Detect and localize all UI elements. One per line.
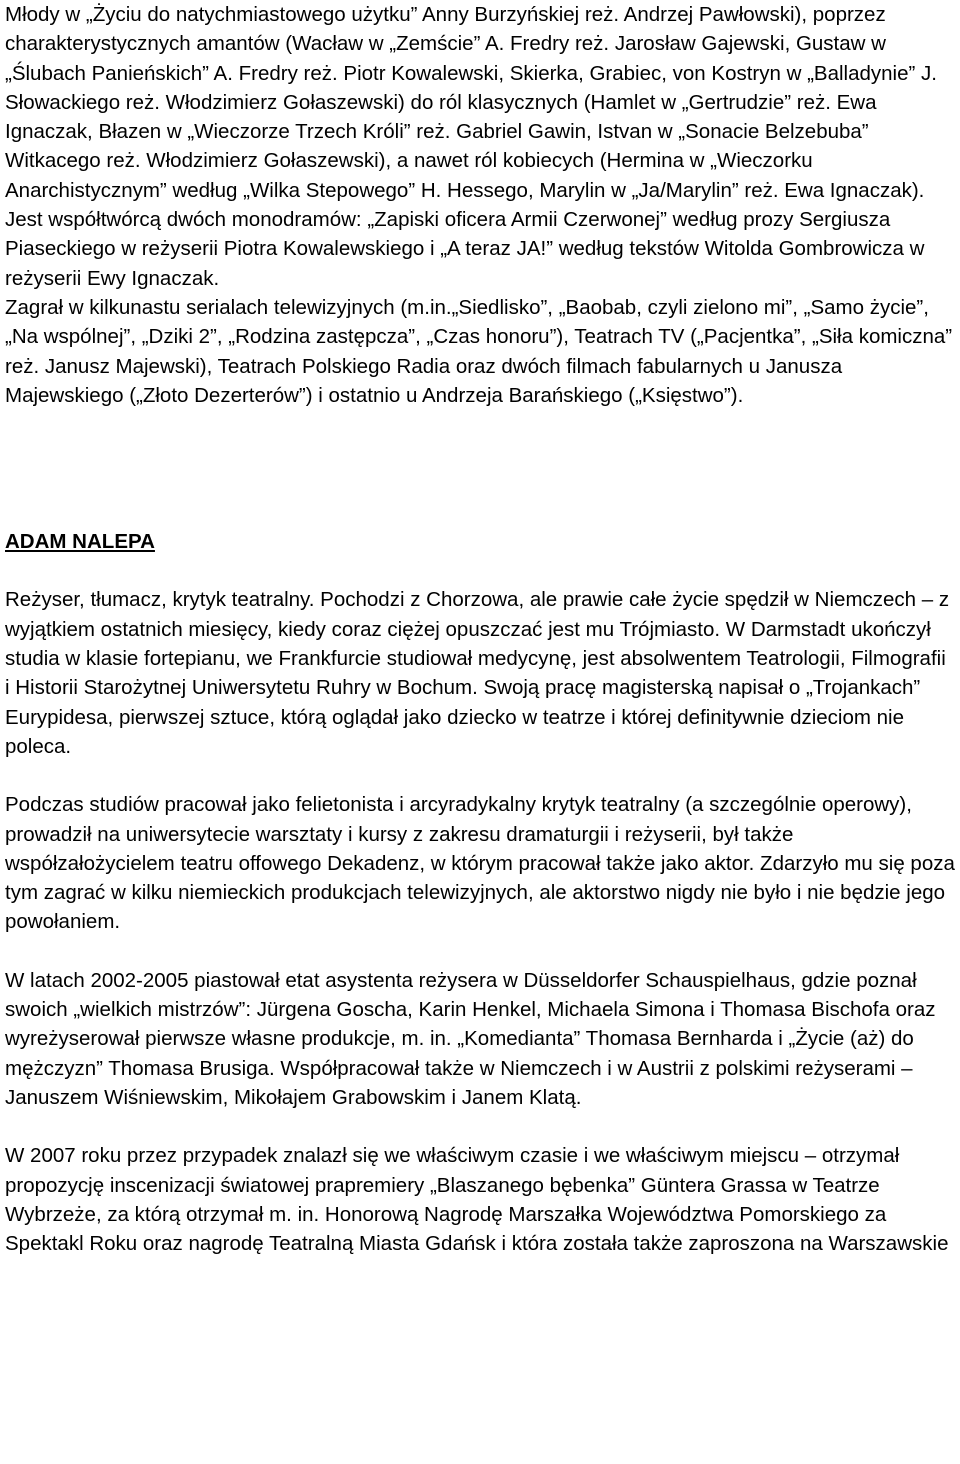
bio-paragraph-1: Reżyser, tłumacz, krytyk teatralny. Pochodzi z Chorzowa, ale prawie całe życie spędził w Niemczech – z wyjątkiem ostatnich miesięcy, kiedy coraz ciężej opuszczać jest mu Trójmiasto. W Darmstadt ukończył studia w klasie fortepianu, we Frankfurcie studiował medycynę, jest absolwentem Teatrologii, Filmografii i Historii Starożytnej Uniwersytetu Ruhry w Bochum. Swoją pracę magisterską napisał o „Trojankach” Eurypidesa, pierwszej sztuce, którą oglądał jako dziecko w teatrze i której definitywnie dzieciom nie poleca. [5, 588, 950, 758]
spacer [5, 410, 955, 527]
intro-paragraph: Młody w „Życiu do natychmiastowego użytku” Anny Burzyńskiej reż. Andrzej Pawłowski), poprzez charakterystycznych amantów (Wacław w „Zemście” A. Fredry reż. Jarosław Gajewski, Gustaw w „Ślubach Panieńskich” A. Fredry reż. Piotr Kowalewski, Skierka, Grabiec, von Kostryn w „Balladynie” J. Słowackiego reż. Włodzimierz Gołaszewski) do ról klasycznych (Hamlet w „Gertrudzie” reż. Ewa Ignaczak, Błazen w „Wieczorze Trzech Króli” reż. Gabriel Gawin, Istvan w „Sonacie Belzebuba” Witkacego reż. Włodzimierz Gołaszewski), a nawet ról kobiecych (Hermina w „Wieczorku Anarchistycznym” według „Wilka Stepowego” H. Hessego, Marylin w „Ja/Marylin” reż. Ewa Ignaczak). Jest współtwórcą dwóch monodramów: „Zapiski oficera Armii Czerwonej” według prozy Sergiusza Piaseckiego w reżyserii Piotra Kowalewskiego i „A teraz JA!” według tekstów Witolda Gombrowicza w reżyserii Ewy Ignaczak. [5, 3, 937, 290]
spacer [5, 761, 955, 790]
spacer [5, 556, 955, 585]
document-page [5, 0, 955, 1258]
bio-paragraph-2: Podczas studiów pracował jako felietonista i arcyradykalny krytyk teatralny (a szczególnie operowy), prowadził na uniwersytecie warsztaty i kursy z zakresu dramaturgii i reżyserii, był także współzałożycielem teatru offowego Dekadenz, w którym pracował także jako aktor. Zdarzyło mu się poza tym zagrać w kilku niemieckich produkcjach telewizyjnych, ale aktorstwo nigdy nie było i nie będzie jego powołaniem. [5, 793, 955, 934]
spacer [5, 1112, 955, 1141]
spacer [5, 937, 955, 966]
bio-paragraph-3: W latach 2002-2005 piastował etat asystenta reżysera w Düsseldorfer Schauspielhaus, gdzie poznał swoich „wielkich mistrzów”: Jürgena Goscha, Karin Henkel, Michaela Simona i Thomasa Bischofa oraz wyreżyserował pierwsze własne produkcje, m. in. „Komedianta” Thomasa Bernharda i „Życie (aż) do mężczyzn” Thomasa Brusiga. Współpracował także w Niemczech i w Austrii z polskimi reżyserami – Januszem Wiśniewskim, Mikołajem Grabowskim i Janem Klatą. [5, 968, 936, 1109]
section-heading: ADAM NALEPA [5, 530, 155, 554]
series-paragraph: Zagrał w kilkunastu serialach telewizyjnych (m.in.„Siedlisko”, „Baobab, czyli zielono mi”, „Samo życie”, „Na wspólnej”, „Dziki 2”, „Rodzina zastępcza”, „Czas honoru”), Teatrach TV („Pacjentka”, „Siła komiczna” reż. Janusz Majewski), Teatrach Polskiego Radia oraz dwóch filmach fabularnych u Janusza Majewskiego („Złoto Dezerterów”) i ostatnio u Andrzeja Barańskiego („Księstwo”). [5, 295, 953, 407]
bio-paragraph-4: W 2007 roku przez przypadek znalazł się we właściwym czasie i we właściwym miejscu – otrzymał propozycję inscenizacji światowej prapremiery „Blaszanego bębenka” Güntera Grassa w Teatrze Wybrzeże, za którą otrzymał m. in. Honorową Nagrodę Marszałka Województwa Pomorskiego za Spektakl Roku oraz nagrodę Teatralną Miasta Gdańsk i która została także zaproszona na Warszawskie [5, 1144, 949, 1256]
